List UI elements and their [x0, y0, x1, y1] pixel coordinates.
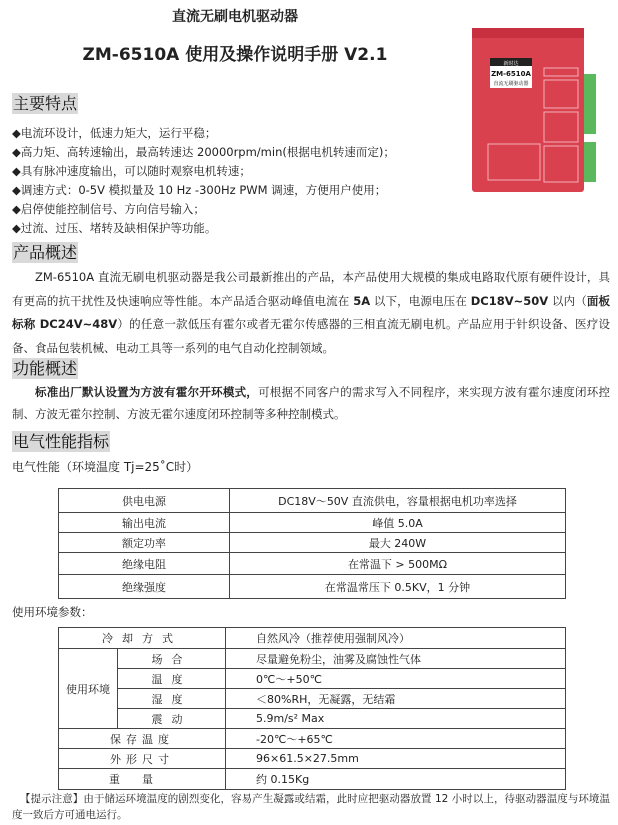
overview-paragraph — [12, 266, 610, 360]
cell: 0℃～+50℃ — [226, 669, 566, 689]
cell: DC18V～50V 直流供电，容量根据电机功率选择 — [230, 489, 566, 513]
table-row — [59, 729, 566, 749]
text: 可根据不同客户的需求写入不同程序，来实现方波有霍尔速度闭环控制、方波无霍尔控制、方波无霍尔速度闭环控制等多种控制模式。 — [12, 385, 611, 421]
cell: 震动 — [118, 709, 226, 729]
table-row — [59, 649, 566, 669]
cell: 5.9m/s² Max — [226, 709, 566, 729]
cell: 场合 — [118, 649, 226, 669]
environment-table — [58, 627, 566, 790]
cell: 最大 240W — [230, 533, 566, 553]
table-row — [59, 533, 566, 553]
cell: 供电电源 — [59, 489, 230, 513]
cell: 96×61.5×27.5mm — [226, 749, 566, 769]
cell: 在常温常压下 0.5KV，1 分钟 — [230, 575, 566, 599]
section-heading-features: 主要特点 — [13, 94, 78, 113]
cell: 约 0.15Kg — [226, 769, 566, 790]
doc-subtitle: ZM-6510A 使用及操作说明手册 V2.1 — [82, 45, 388, 65]
bold-text: 面板标称 DC24V~48V — [12, 293, 611, 331]
feature-item: ◆调速方式：0-5V 模拟量及 10 Hz -300Hz PWM 调速，方便用户使用； — [12, 183, 387, 197]
cell: 使用环境 — [59, 649, 118, 729]
cell: 自然风冷（推荐使用强制风冷） — [226, 628, 566, 649]
text: 以下，电源电压在 — [370, 293, 471, 308]
device-name: 直流无刷驱动器 — [493, 81, 529, 87]
table-row — [59, 749, 566, 769]
section-heading-overview: 产品概述 — [13, 243, 78, 262]
cell: 湿度 — [118, 689, 226, 709]
product-image — [468, 24, 604, 196]
cell: 额定功率 — [59, 533, 230, 553]
electrical-subheading: 电气性能（环境温度 Tj=25˚C时） — [12, 460, 199, 474]
cell: 温度 — [118, 669, 226, 689]
cell: ＜80%RH，无凝露，无结霜 — [226, 689, 566, 709]
doc-title: 直流无刷电机驱动器 — [172, 9, 298, 25]
table-row — [59, 628, 566, 649]
cell: 保存温度 — [59, 729, 226, 749]
cell: 峰值 5.0A — [230, 513, 566, 533]
text: ZM-6510A 直流无刷电机驱动器是我公司最新推出的产品，本产品使用大规模的集成电路取代原有硬件设计，具有更高的抗干扰性及快速响应等性能。本产品适合驱动峰值电流在 — [12, 270, 610, 308]
electrical-table — [58, 488, 566, 599]
feature-item: ◆启停使能控制信号、方向信号输入； — [12, 202, 205, 216]
feature-item: ◆电流环设计，低速力矩大，运行平稳； — [12, 126, 217, 140]
bold-text: DC18V~50V — [470, 293, 549, 308]
table-row — [59, 709, 566, 729]
cell: 冷却方式 — [59, 628, 226, 649]
table-row — [59, 513, 566, 533]
cell: 输出电流 — [59, 513, 230, 533]
cell: -20℃～+65℃ — [226, 729, 566, 749]
section-heading-electrical: 电气性能指标 — [13, 432, 110, 451]
text: ）的任意一款低压有霍尔或者无霍尔传感器的三相直流无刷电机。产品应用于针织设备、医疗设备、食品包装机械、电动工具等一系列的电气自动化控制领域。 — [12, 317, 610, 355]
feature-item: ◆过流、过压、堵转及缺相保护等功能。 — [12, 221, 217, 235]
table-row — [59, 553, 566, 575]
cell: 外形尺寸 — [59, 749, 226, 769]
cell: 绝缘强度 — [59, 575, 230, 599]
note-text: 【提示注意】由于储运环境温度的剧烈变化，容易产生凝露或结霜，此时应把驱动器放置 12 小时以上，待驱动器温度与环境温度一致后方可通电运行。 — [12, 793, 610, 821]
section-heading-function: 功能概述 — [13, 359, 78, 378]
environment-subheading: 使用环境参数： — [12, 605, 93, 619]
cell: 绝缘电阻 — [59, 553, 230, 575]
cell: 尽量避免粉尘，油雾及腐蚀性气体 — [226, 649, 566, 669]
bold-text: 5A — [353, 293, 371, 308]
cell: 重量 — [59, 769, 226, 790]
table-row — [59, 689, 566, 709]
function-paragraph — [12, 381, 610, 425]
cell: 在常温下 > 500MΩ — [230, 553, 566, 575]
table-row — [59, 575, 566, 599]
text: 以内（ — [548, 293, 587, 308]
table-row — [59, 769, 566, 790]
bold-text: 标准出厂默认设置为方波有霍尔开环模式， — [35, 385, 259, 399]
feature-item: ◆具有脉冲速度输出，可以随时观察电机转速； — [12, 164, 251, 178]
device-brand: 新时达 — [503, 61, 519, 67]
table-row — [59, 669, 566, 689]
device-model: ZM-6510A — [491, 70, 531, 78]
table-row — [59, 489, 566, 513]
feature-item: ◆高力矩、高转速输出，最高转速达 20000rpm/min(根据电机转速而定)； — [12, 145, 395, 159]
